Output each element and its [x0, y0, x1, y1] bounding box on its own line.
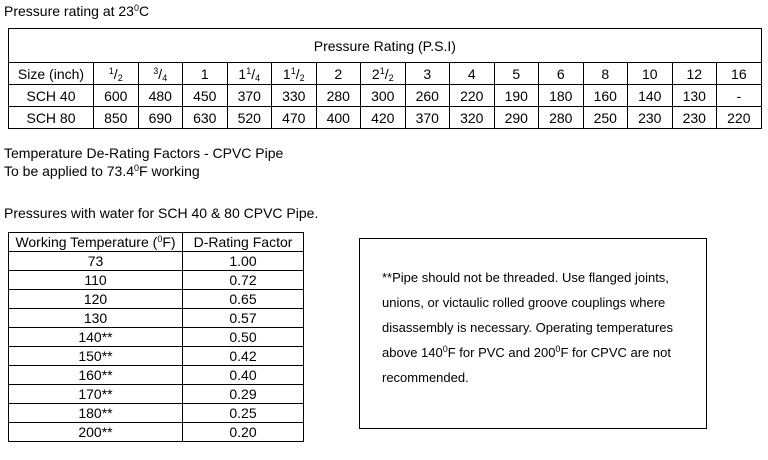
note-box: **Pipe should not be threaded. Use flanged joints, unions, or victaulic rolled groove couplings where disassembly is necessary. Operating temperatures above $140^0F$ for PVC and $200^0F$ for CPVC are not recommended. [359, 238, 707, 429]
pressure-value-cell: 250 [583, 107, 628, 129]
size-cell: 6 [539, 63, 584, 85]
factor-cell: 0.40 [183, 366, 304, 385]
factor-cell: 0.20 [183, 423, 304, 442]
pressure-value-cell: - [717, 85, 762, 107]
temperature-cell: 170** [9, 385, 183, 404]
temperature-cell: 130 [9, 309, 183, 328]
size-cell: 2 [316, 63, 361, 85]
derating-row [9, 347, 304, 366]
pressure-value-cell: 280 [539, 107, 584, 129]
temperature-cell: 150** [9, 347, 183, 366]
derating-row [9, 404, 304, 423]
row-label: SCH 40 [9, 85, 94, 107]
pressure-value-cell: 470 [272, 107, 317, 129]
pressure-value-cell: 140 [628, 85, 673, 107]
pressures-note: Pressures with water for SCH 40 & 80 CPVC Pipe. [4, 205, 319, 221]
derating-row [9, 366, 304, 385]
degree-mark: 0 [133, 3, 139, 13]
derating-heading: Temperature De-Rating Factors - CPVC Pipe [4, 145, 284, 161]
pressure-value-cell: 220 [717, 107, 762, 129]
size-cell: $1^1/_4$ [227, 63, 272, 85]
factor-cell: 1.00 [183, 252, 304, 271]
pressure-value-cell: 220 [450, 85, 495, 107]
derating-row [9, 385, 304, 404]
working-temperature-header: Working Temperature ($^0$F) [9, 233, 183, 252]
size-cell: 16 [717, 63, 762, 85]
pressure-value-cell: 320 [450, 107, 495, 129]
factor-cell: 0.72 [183, 271, 304, 290]
size-cell: $^1/_2$ [94, 63, 139, 85]
pressure-value-cell: 690 [138, 107, 183, 129]
pressure-value-cell: 450 [183, 85, 228, 107]
factor-cell: 0.57 [183, 309, 304, 328]
factor-cell: 0.29 [183, 385, 304, 404]
size-cell: 5 [494, 63, 539, 85]
derating-table [8, 232, 304, 442]
size-cell: 8 [583, 63, 628, 85]
pressure-value-cell: 160 [583, 85, 628, 107]
temperature-cell: 110 [9, 271, 183, 290]
pressure-value-cell: 300 [361, 85, 406, 107]
row-label: SCH 80 [9, 107, 94, 129]
pressure-value-cell: 630 [183, 107, 228, 129]
pressure-value-cell: 480 [138, 85, 183, 107]
factor-cell: 0.25 [183, 404, 304, 423]
pressure-value-cell: 370 [227, 85, 272, 107]
pressure-value-cell: 420 [361, 107, 406, 129]
temperature-cell: 180** [9, 404, 183, 423]
pressure-value-cell: 230 [628, 107, 673, 129]
size-cell: 12 [672, 63, 717, 85]
pressure-value-cell: 180 [539, 85, 584, 107]
temperature-cell: 140** [9, 328, 183, 347]
pressure-value-cell: 850 [94, 107, 139, 129]
size-cell: 1 [183, 63, 228, 85]
pressure-value-cell: 600 [94, 85, 139, 107]
size-header: Size (inch) [9, 63, 94, 85]
pressure-value-cell: 520 [227, 107, 272, 129]
size-cell: $1^1/_2$ [272, 63, 317, 85]
pressure-value-cell: 260 [405, 85, 450, 107]
pressure-value-cell: 190 [494, 85, 539, 107]
size-cell: 3 [405, 63, 450, 85]
pressure-rating-table [8, 28, 762, 129]
pressure-value-cell: 370 [405, 107, 450, 129]
size-cell: $^3/_4$ [138, 63, 183, 85]
pressure-rating-banner: Pressure Rating (P.S.I) [9, 29, 762, 63]
pressure-value-cell: 330 [272, 85, 317, 107]
size-cell: 10 [628, 63, 673, 85]
factor-cell: 0.42 [183, 347, 304, 366]
pressure-value-cell: 400 [316, 107, 361, 129]
derating-row [9, 290, 304, 309]
pressure-value-cell: 280 [316, 85, 361, 107]
d-rating-factor-header: D-Rating Factor [183, 233, 304, 252]
temperature-cell: 160** [9, 366, 183, 385]
factor-cell: 0.65 [183, 290, 304, 309]
size-row [9, 63, 762, 85]
derating-row [9, 252, 304, 271]
temperature-cell: 200** [9, 423, 183, 442]
temperature-cell: 120 [9, 290, 183, 309]
pressure-value-cell: 230 [672, 107, 717, 129]
derating-row [9, 271, 304, 290]
sch80-row [9, 107, 762, 129]
size-cell: 4 [450, 63, 495, 85]
sch40-row [9, 85, 762, 107]
pressure-value-cell: 290 [494, 107, 539, 129]
derating-row [9, 309, 304, 328]
page-title: Pressure rating at $23^0C$ [4, 3, 150, 19]
size-cell: $2^1/_2$ [361, 63, 406, 85]
derating-subheading: To be applied to 73.4$^0$F working [4, 163, 200, 179]
factor-cell: 0.50 [183, 328, 304, 347]
pressure-value-cell: 130 [672, 85, 717, 107]
derating-row [9, 423, 304, 442]
derating-row [9, 328, 304, 347]
temperature-cell: 73 [9, 252, 183, 271]
